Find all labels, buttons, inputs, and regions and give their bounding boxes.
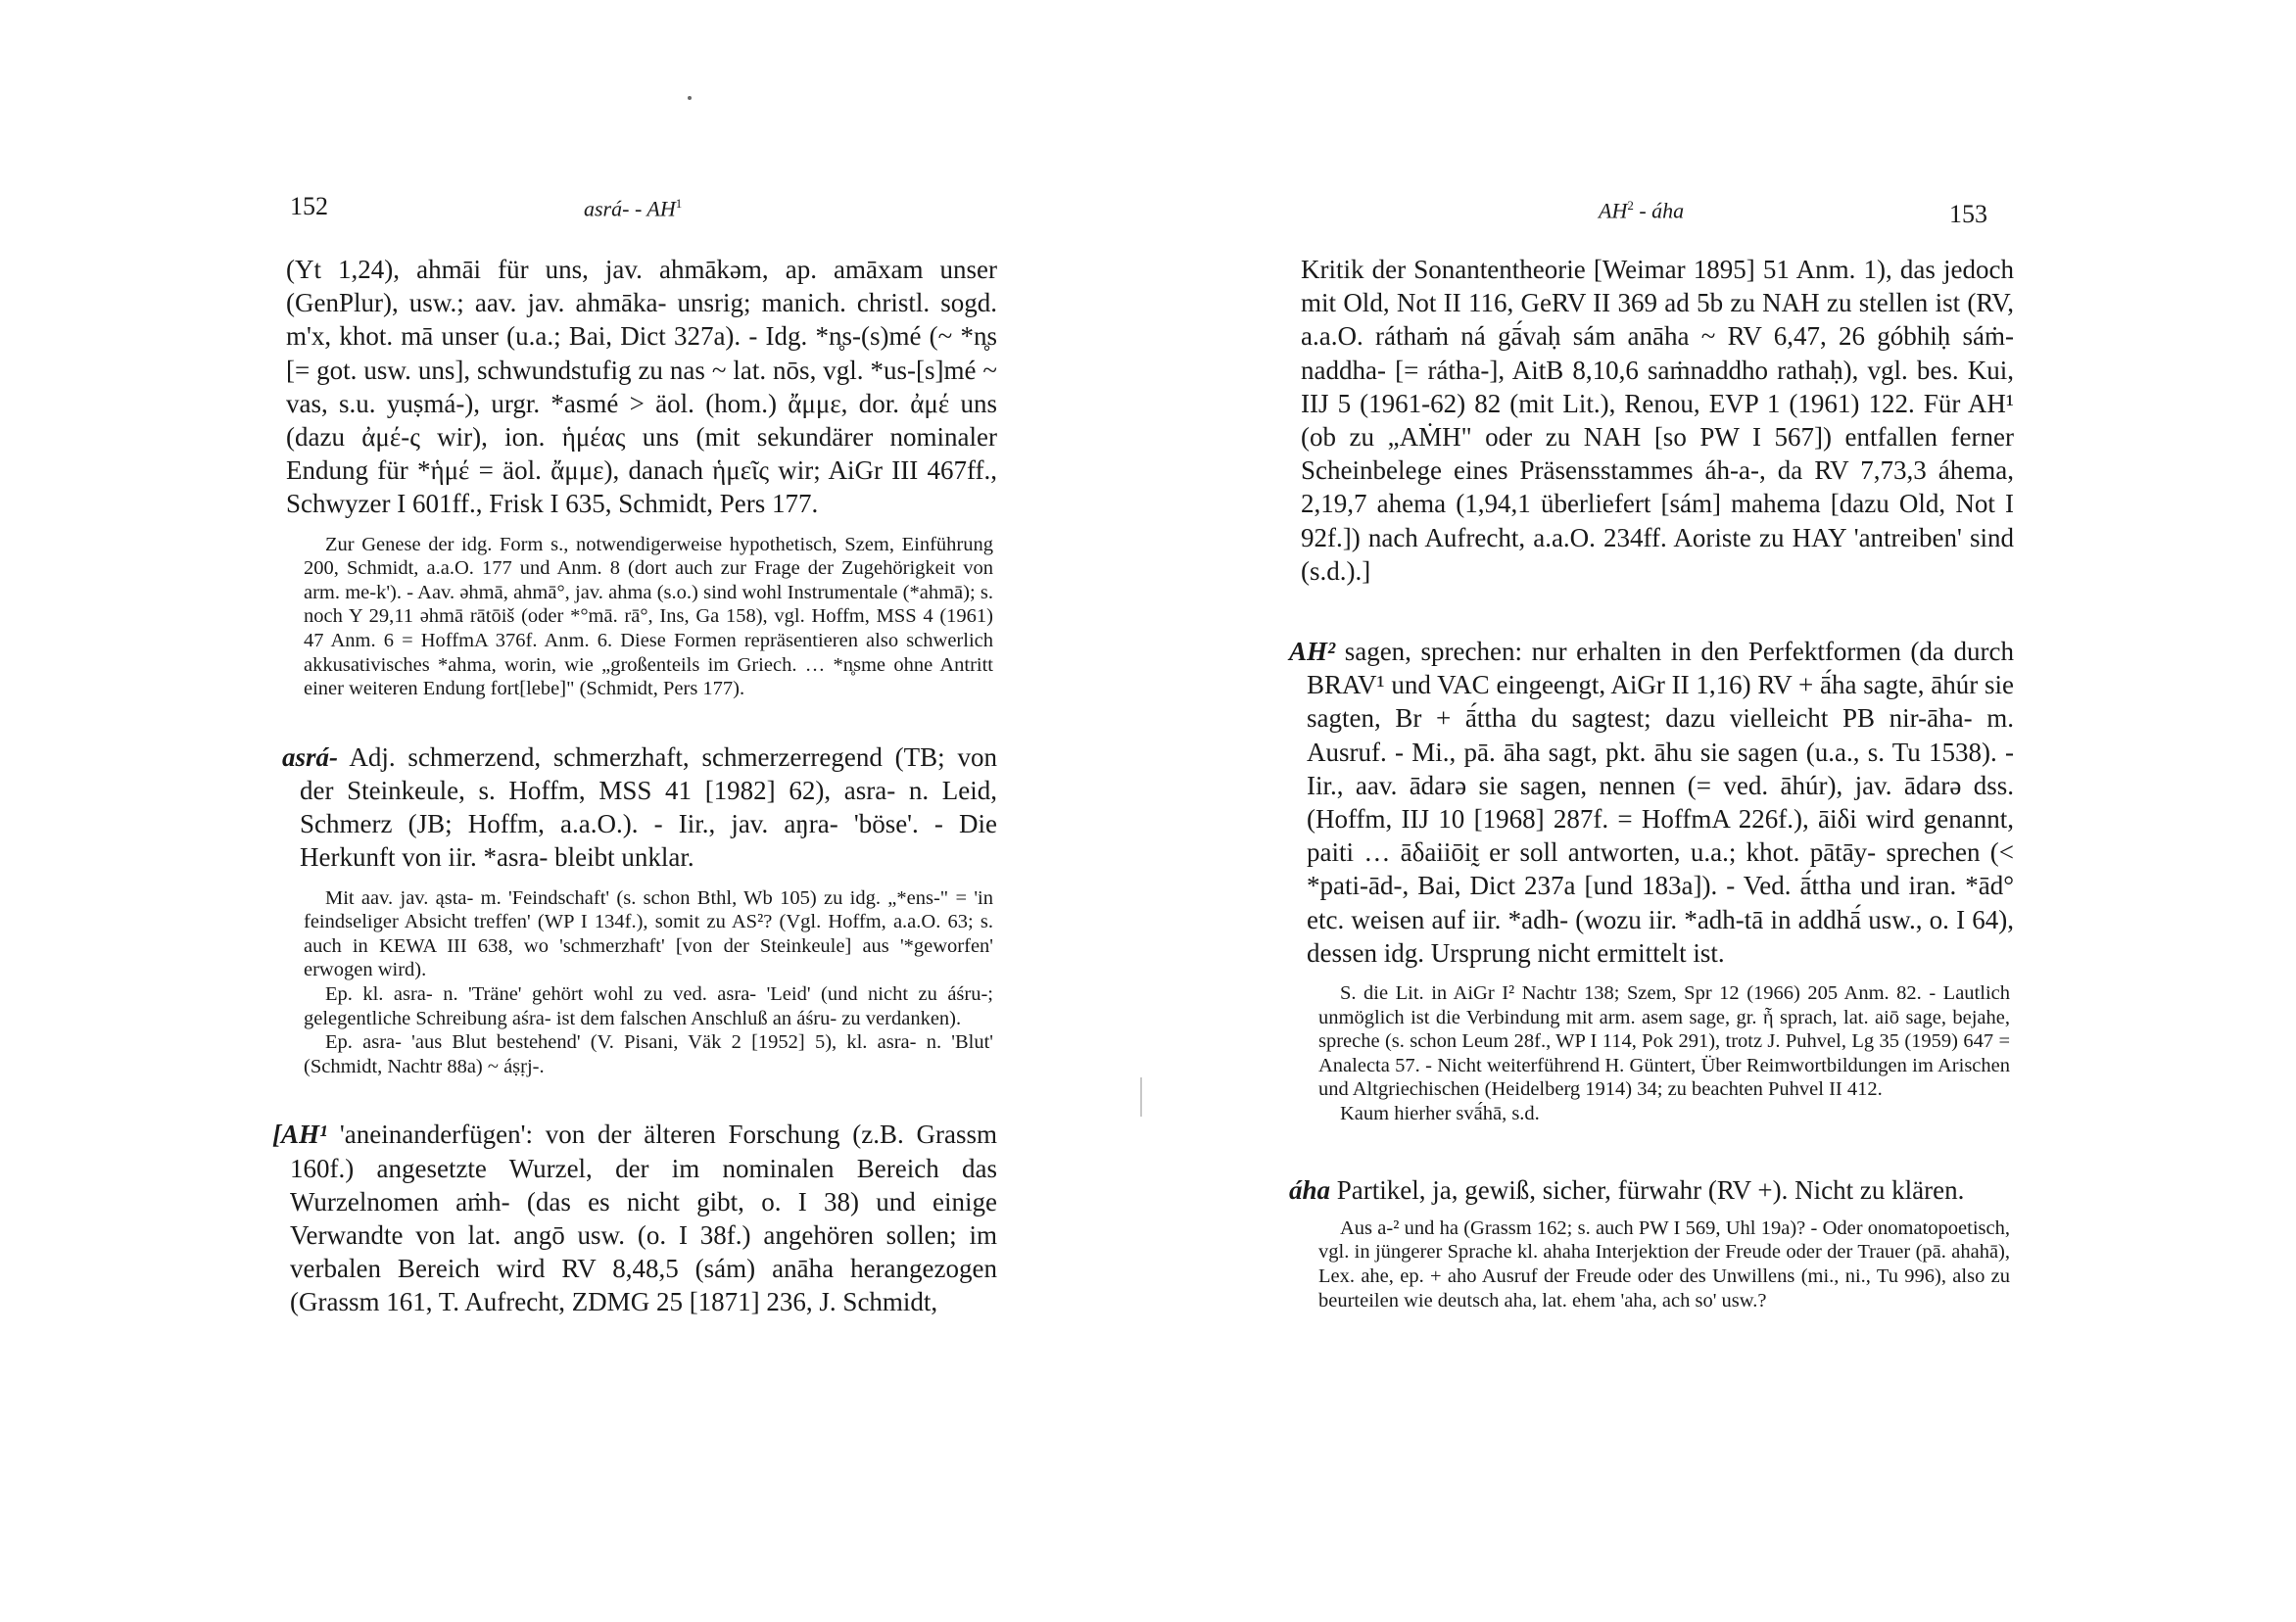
entry-asra [282,740,997,875]
footnote-svaha: Kaum hierher svā́hā, s.d. [1340,1103,1540,1125]
page-number-right: 153 [1949,200,1987,228]
paragraph-continuation: (Yt 1,24), ahmāi für uns, jav. ahmākəm, ap. amāxam unser (GenPlur), usw.; aav. jav. ahmāka- unsrig; manich. christl. sogd. m'x, khot. mā unser (u.a.; Bai, Dict 327a). - Idg. *n̥s-(s)mé (~ *n̥s [= got. usw. uns], schwundstufig zu nas ~ lat. nōs, vgl. *us-[s]mé ~ vas, s.u. yuṣmá-), urgr. *asmé > äol. (hom.) ἄμμε, dor. ἀμέ uns (dazu ἀμέ-ς wir), ion. ἡμέας uns (mit sekundärer nominaler Endung für *ἡμέ = äol. ἄμμε), danach ἡμεῖς wir; AiGr III 467ff., Schwyzer I 601ff., Frisk I 635, Schmidt, Pers 177. [286,255,997,519]
running-head-left [584,196,682,221]
running-head-text: asrá- - AH [584,196,676,221]
footnote-asta: Mit aav. jav. ąsta- m. 'Feindschaft' (s. schon Bthl, Wb 105) zu idg. „*ens-" = 'in feindseliger Absicht treffen' (WP I 134f.), somit zu AS²? (Vgl. Hoffm, a.a.O. 63; s. auch in KEWA III 638, wo 'schmerzhaft' [von der Steinkeule] aus '*geworfen' erwogen wird). [304,886,993,981]
running-head-right-text: AH [1599,198,1628,223]
speck-mark [688,96,692,100]
footnote-ah2-lit: S. die Lit. in AiGr I² Nachtr 138; Szem, Spr 12 (1966) 205 Anm. 82. - Lautlich unmöglich ist die Verbindung mit arm. asem sage, gr. ἦ sprach, lat. aiō sage, bejahe, spreche (s. schon Leum 28f., WP I 114, Pok 291), trotz J. Puhvel, Lg 35 (1959) 647 = Analecta 57. - Nicht weiterführend H. Güntert, Über Reimwortbildungen im Arischen und Altgriechischen (Heidelberg 1914) 34; zu beachten Puhvel II 412. [1318,982,2010,1101]
entry-aha [1289,1173,2014,1207]
entry-ah1-text: 'aneinanderfügen': von der älteren Forschung (z.B. Grassm 160f.) angesetzte Wurzel, der im nominalen Bereich das Wurzelnomen aṁh- (das es nicht gibt, o. I 38) und einige Verwandte von lat. angō usw. (o. I 38f.) angehören sollen; im verbalen Bereich wird RV 8,48,5 (sám) anāha herangezogen (Grassm 161, T. Aufrecht, ZDMG 25 [1871] 236, J. Schmidt, [290,1120,997,1317]
entry-aha-text: Partikel, ja, gewiß, sicher, fürwahr (RV +). Nicht zu klären. [1330,1174,1965,1205]
paragraph-continuation-right: Kritik der Sonantentheorie [Weimar 1895] 51 Anm. 1), das jedoch mit Old, Not II 116, GeRV II 369 ad 5b zu NAH zu stellen ist (RV, a.a.O. ráthaṁ ná gā́vaḥ sám anāha ~ RV 6,47, 26 góbhiḥ sáṁ-naddha- [= rátha-], AitB 8,10,6 saṁnaddho rathaḥ), vgl. bes. Kui, IIJ 5 (1961-62) 82 (mit Lit.), Renou, EVP 1 (1961) 122. Für AH¹ (ob zu „AṀH" oder zu NAH [so PW I 567]) entfallen ferner Scheinbelege eines Präsensstammes áh-a-, da RV 7,73,3 áhema, 2,19,7 ahema (1,94,1 überliefert [sám] mahema [dazu Old, Not I 92f.]) nach Aufrecht, a.a.O. 234ff. Aoriste zu HAY 'antreiben' sind (s.d.).] [1301,255,2014,586]
left-column [272,253,997,1319]
lemma-asra: asrá- [282,741,339,772]
footnote-asra-blut: Ep. asra- 'aus Blut bestehend' (V. Pisani, Väk 2 [1952] 5), kl. asra- n. 'Blut' (Schmidt, Nachtr 88a) ~ áṣṛj-. [304,1031,993,1077]
running-head-right-rest: - áha [1633,198,1685,223]
footnote-asra-traene: Ep. kl. asra- n. 'Träne' gehört wohl zu ved. asra- 'Leid' (und nicht zu áśru-; gelegentliche Schreibung aśra- ist dem falschen Anschluß an áśru- zu verdanken). [304,982,993,1029]
lemma-ah1: [AH¹ [272,1120,328,1150]
running-head-right [1599,198,1684,223]
running-head-right-sup: 2 [1627,198,1634,213]
right-column [1289,253,2014,1312]
entry-ah2-text: sagen, sprechen: nur erhalten in den Perfektformen (da durch BRAV¹ und VAC eingeengt, AiGr II 1,16) RV + ā́ha sagte, āhúr sie sagten, Br + ā́ttha du sagtest; dazu vielleicht PB nir-āha- m. Ausruf. - Mi., pā. āha sagt, pkt. āhu sie sagen (u.a., s. Tu 1538). - Iir., aav. ādarə sie sagen, nennen (= ved. āhúr), jav. ādarə dss. (Hoffm, IIJ 10 [1968] 287f. = HoffmA 226f.), āiδi wird genannt, paiti … āδaiiōit̰ er soll antworten, u.a.; khot. pātāy- sprechen (< *pati-ād-, Bai, Dict 237a [und 183a]). - Ved. ā́ttha und iran. *ād° etc. weisen auf iir. *adh- (wozu iir. *adh-tā in addhā́ usw., o. I 64), dessen idg. Ursprung nicht ermittelt ist. [1307,637,2014,968]
lemma-ah2: AH² [1289,637,1336,667]
footnote-genese: Zur Genese der idg. Form s., notwendigerweise hypothetisch, Szem, Einführung 200, Schmidt, a.a.O. 177 und Anm. 8 (dort auch zur Frage der Zugehörigkeit von arm. me-k'). - Aav. əhmā, ahmā°, jav. ahma (s.o.) sind wohl Instrumentale (*ahmā); s. noch Y 29,11 əhmā rātōiš (oder *°mā. rā°, Ins, Ga 158), vgl. Hoffm, MSS 4 (1961) 47 Anm. 6 = HoffmA 376f. Anm. 6. Diese Formen repräsentieren also schwerlich akkusativisches *ahma, worin, wie „großenteils im Griech. … *n̥sme ohne Antritt einer weiteren Endung fort[lebe]" (Schmidt, Pers 177). [304,533,993,700]
footnote-aha: Aus a-² und ha (Grassm 162; s. auch PW I 569, Uhl 19a)? - Oder onomatopoetisch, vgl. in jüngerer Sprache kl. ahaha Interjektion der Freude oder der Trauer (pā. ahahā), Lex. ahe, ep. + aho Ausruf der Freude oder des Unwillens (mi., ni., Tu 996), also zu beurteilen wie deutsch aha, lat. ehem 'aha, ach so' usw.? [1318,1216,2010,1312]
page-number-left: 152 [290,192,328,220]
entry-ah2 [1289,635,2014,970]
entry-asra-text: Adj. schmerzend, schmerzhaft, schmerzerregend (TB; von der Steinkeule, s. Hoffm, MSS 41 [1982] 62), asra- n. Leid, Schmerz (JB; Hoffm, a.a.O.). - Iir., jav. aŋra- 'böse'. - Die Herkunft von iir. *asra- bleibt unklar. [300,741,997,873]
gutter-mark [1140,1077,1142,1117]
right-page [1148,0,2296,1622]
running-head-sup: 1 [675,196,683,211]
lemma-aha: áha [1289,1174,1331,1205]
entry-ah1 [272,1118,997,1318]
